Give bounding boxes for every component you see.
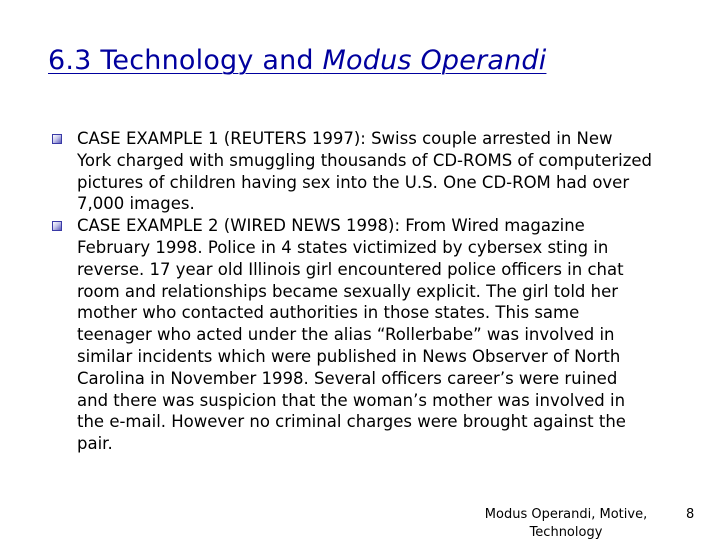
bullet-item [52,128,652,215]
square-bullet-icon [52,221,62,231]
slide-title-italic: Modus Operandi [322,45,547,76]
slide-title [48,45,546,76]
slide-title-main: 6.3 Technology and [48,45,323,76]
bullet-text: CASE EXAMPLE 2 (WIRED NEWS 1998): From Wired magazine February 1998. Police in 4 states victimized by cybersex sting in reverse. 17 year old Illinois girl encountered police officers in chat room and relationships became sexually explicit. The girl told her mother who contacted authorities in those states. This same teenager who acted under the alias “Rollerbabe” was involved in similar incidents which were published in News Observer of North Carolina in November 1998. Several officers career’s were ruined and there was suspicion that the woman’s mother was involved in the e-mail. However no criminal charges were brought against the pair. [77,216,626,454]
bullet-item [52,215,652,455]
square-bullet-icon [52,134,62,144]
bullet-list [52,128,652,455]
bullet-text: CASE EXAMPLE 1 (REUTERS 1997): Swiss couple arrested in New York charged with smuggling thousands of CD-ROMS of computerized pictures of children having sex into the U.S. One CD-ROM had over 7,000 images. [77,129,653,214]
slide-footer: Modus Operandi, Motive, Technology [484,507,648,540]
page-number: 8 [686,507,695,522]
